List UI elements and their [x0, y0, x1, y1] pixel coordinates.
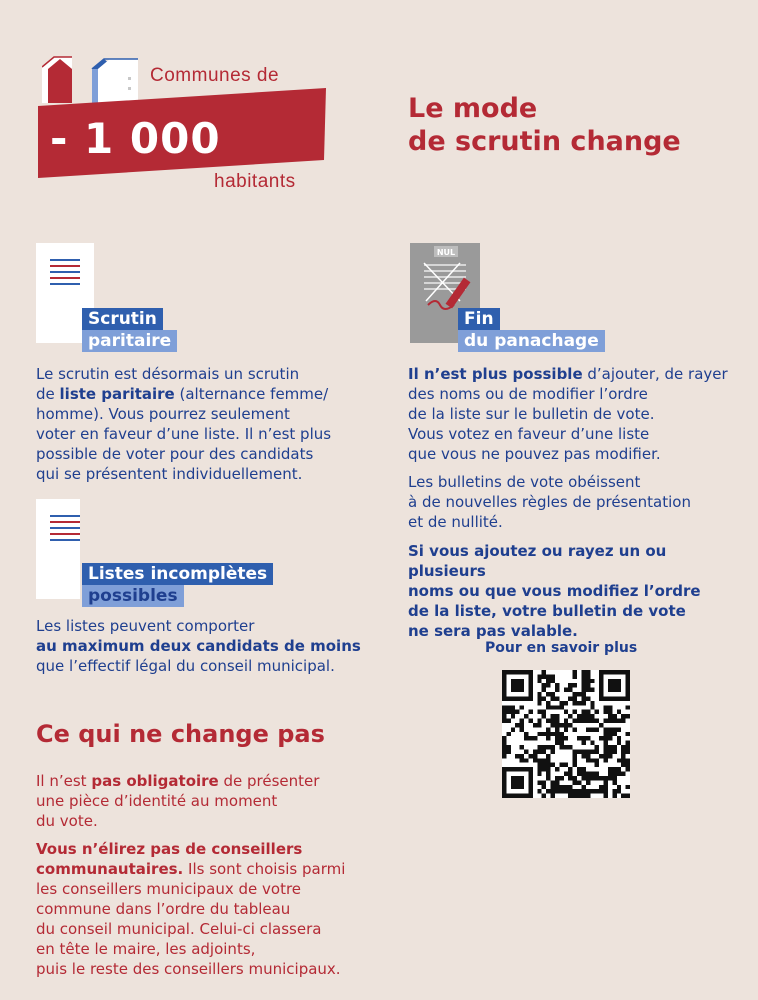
- listes-incompletes-tag: [82, 563, 273, 607]
- title-line-1: Le mode: [408, 93, 538, 124]
- text-line: Si vous ajoutez ou rayez un ou plusieurs: [408, 542, 667, 580]
- no-change-text-1: [36, 771, 356, 831]
- text-line: noms ou que vous modifiez l’ordre: [408, 582, 701, 600]
- text-line: du vote.: [36, 812, 98, 830]
- tag-line-2: du panachage: [458, 330, 605, 352]
- tag-line-2: paritaire: [82, 330, 177, 352]
- text-line: ne sera pas valable.: [408, 622, 578, 640]
- fin-panachage-tag: [458, 308, 605, 352]
- text-line: les conseillers municipaux de votre: [36, 880, 302, 898]
- text-line: voter en faveur d’une liste. Il n’est plus: [36, 425, 332, 443]
- scrutin-paritaire-text: [36, 364, 366, 484]
- text-line: au maximum deux candidats de moins: [36, 637, 361, 655]
- text-line: communautaires. Ils sont choisis parmi: [36, 860, 346, 878]
- fin-panachage-warning: [408, 541, 748, 641]
- text-line: et de nullité.: [408, 513, 503, 531]
- text-line: Les listes peuvent comporter: [36, 617, 255, 635]
- text-line: en tête le maire, les adjoints,: [36, 940, 256, 958]
- svg-text:NUL: NUL: [436, 248, 456, 257]
- text-line: que l’effectif légal du conseil municipal.: [36, 657, 335, 675]
- text-line: Il n’est pas obligatoire de présenter: [36, 772, 320, 790]
- title-line-2: de scrutin change: [408, 126, 681, 157]
- no-change-text-2: [36, 839, 376, 979]
- text-line: de la liste sur le bulletin de vote.: [408, 405, 655, 423]
- more-info-label: Pour en savoir plus: [485, 640, 638, 656]
- scrutin-paritaire-tag: [82, 308, 177, 352]
- text-line: une pièce d’identité au moment: [36, 792, 278, 810]
- tag-line-1: Listes incomplètes: [82, 563, 273, 585]
- population-threshold: - 1 000: [50, 114, 221, 163]
- fin-panachage-text-1: [408, 364, 728, 464]
- text-line: Il n’est plus possible d’ajouter, de rayer: [408, 365, 728, 383]
- text-line: possible de voter pour des candidats: [36, 445, 314, 463]
- text-line: Vous votez en faveur d’une liste: [408, 425, 650, 443]
- text-line: à de nouvelles règles de présentation: [408, 493, 691, 511]
- text-line: commune dans l’ordre du tableau: [36, 900, 291, 918]
- text-line: de la liste, votre bulletin de vote: [408, 602, 686, 620]
- habitants-label: habitants: [214, 171, 296, 192]
- text-line: homme). Vous pourrez seulement: [36, 405, 290, 423]
- tag-line-2: possibles: [82, 585, 184, 607]
- text-line: des noms ou de modifier l’ordre: [408, 385, 648, 403]
- communes-de-label: Communes de: [150, 65, 280, 86]
- tag-line-1: Scrutin: [82, 308, 163, 330]
- text-line: de liste paritaire (alternance femme/: [36, 385, 329, 403]
- text-line: Vous n’élirez pas de conseillers: [36, 840, 303, 858]
- fin-panachage-text-2: [408, 472, 728, 532]
- text-line: que vous ne pouvez pas modifier.: [408, 445, 661, 463]
- section-title-no-change: Ce qui ne change pas: [36, 720, 325, 748]
- qr-code-icon[interactable]: [502, 670, 630, 798]
- tag-line-1: Fin: [458, 308, 500, 330]
- text-line: puis le reste des conseillers municipaux.: [36, 960, 341, 978]
- text-line: Les bulletins de vote obéissent: [408, 473, 641, 491]
- text-line: du conseil municipal. Celui-ci classera: [36, 920, 322, 938]
- text-line: qui se présentent individuellement.: [36, 465, 303, 483]
- text-line: Le scrutin est désormais un scrutin: [36, 365, 300, 383]
- listes-incompletes-text: [36, 616, 376, 676]
- page-title: [408, 92, 681, 158]
- ballot-document-icon: [36, 499, 80, 599]
